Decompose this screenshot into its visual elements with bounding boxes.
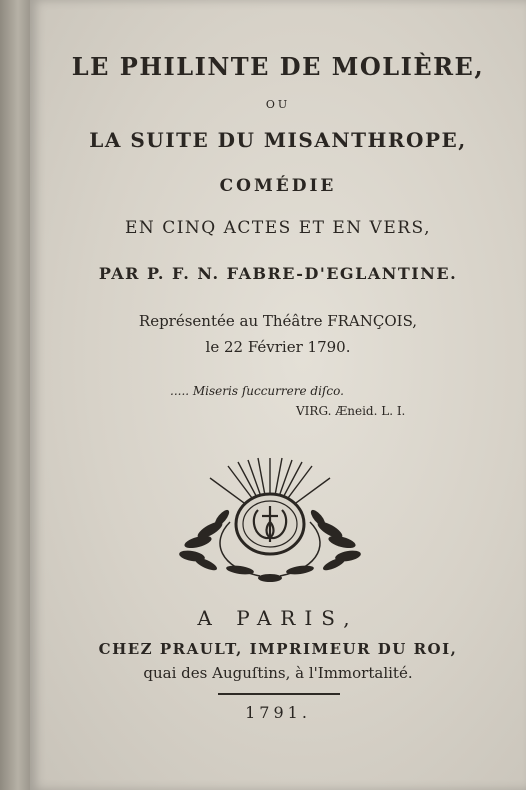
imprint-publisher: CHEZ PRAULT, IMPRIMEUR DU ROI,: [98, 640, 458, 658]
epigraph-quote: ..... Miseris ſuccurrere diſco.: [170, 384, 344, 398]
performance-line-1: Représentée au Théâtre FRANÇOIS,: [138, 312, 418, 330]
book-gutter: [0, 0, 30, 790]
imprint-place: A PARIS,: [197, 606, 359, 630]
epigraph-attribution: VIRG. Æneid. L. I.: [296, 404, 406, 418]
imprint-year: 1791.: [245, 703, 311, 722]
imprint-address: quai des Auguſtins, à l'Immortalité.: [143, 664, 413, 682]
acts-label: EN CINQ ACTES ET EN VERS,: [125, 218, 431, 238]
author-line: PAR P. F. N. FABRE-D'EGLANTINE.: [98, 264, 458, 283]
title-line-1: LE PHILINTE DE MOLIÈRE,: [71, 52, 485, 81]
performance-line-2: le 22 Février 1790.: [205, 338, 351, 356]
title-line-2: LA SUITE DU MISANTHROPE,: [89, 128, 467, 152]
royal-monogram-vignette-icon: [170, 452, 370, 592]
imprint-divider: [218, 693, 340, 695]
title-page: [30, 0, 526, 790]
genre-label: COMÉDIE: [219, 176, 337, 196]
title-conjunction: OU: [265, 98, 291, 111]
